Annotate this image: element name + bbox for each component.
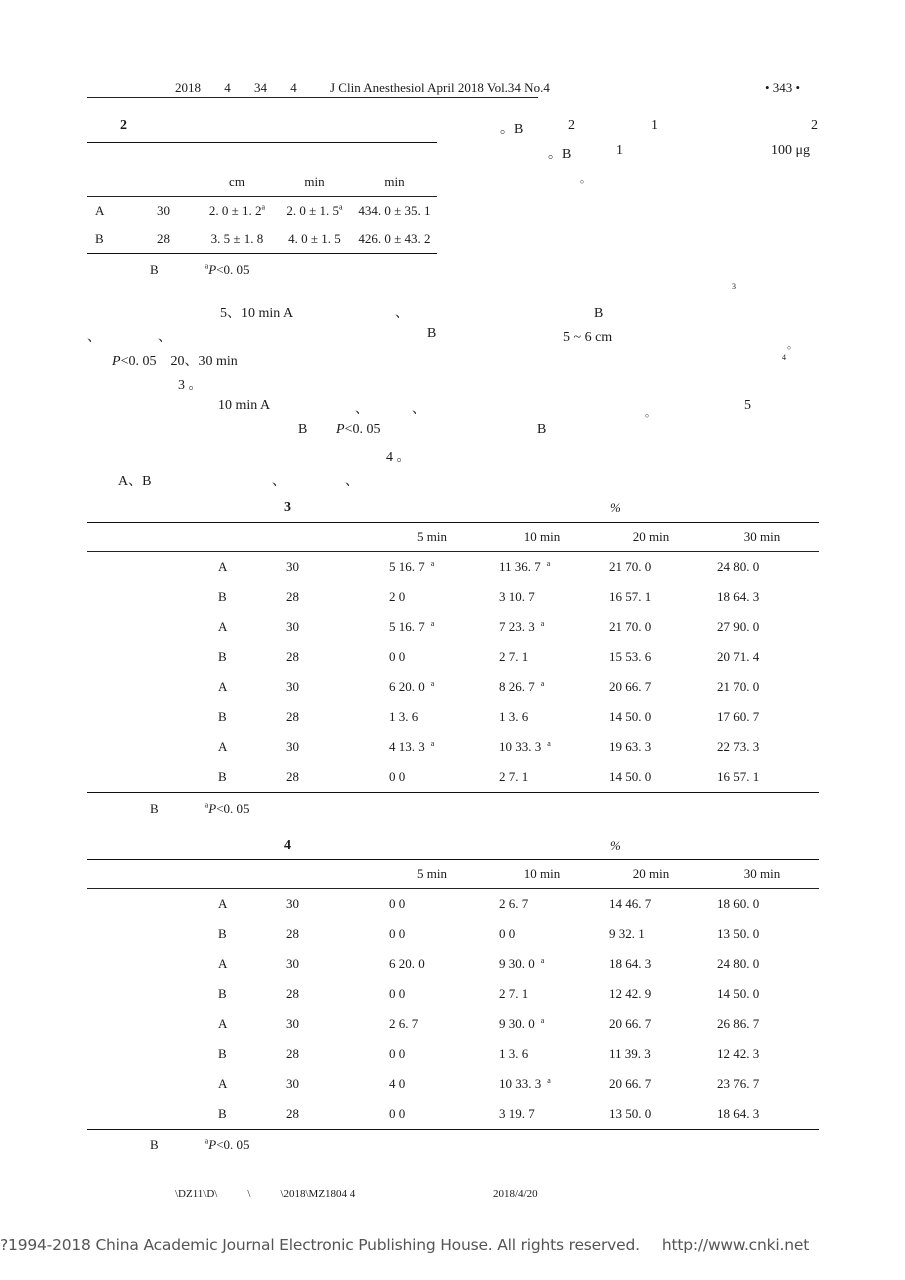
body-left-line5-c: 、 <box>412 402 426 417</box>
value-30min-cell: 22 73. 3 <box>717 739 760 754</box>
footer-copyright: ?1994-2018 China Academic Journal Electronic Publishing House. All rights reserved. http://www.cnki.net <box>0 1236 810 1254</box>
empty-cell <box>87 1009 207 1039</box>
empty-cell <box>87 612 207 642</box>
table-row <box>87 919 819 949</box>
table-row <box>87 612 819 642</box>
journal-issue-cn: 2018 4 34 4 <box>175 80 297 95</box>
body-right-line5: 5 ~ 6 cm <box>563 330 613 345</box>
body-left-line6-b: P<0. 05 <box>336 422 381 437</box>
table-row <box>87 642 819 672</box>
empty-cell <box>87 1069 207 1099</box>
n-cell: 30 <box>286 1016 299 1031</box>
n-cell: 28 <box>286 589 299 604</box>
n-cell: 30 <box>286 619 299 634</box>
value-5min-cell: 0 0 <box>377 762 487 793</box>
table-row <box>87 552 819 583</box>
body-right-line1-d: 2 <box>811 118 818 133</box>
value-5min-cell: 6 20. 0 $^a$ <box>389 678 435 694</box>
body-left-line5-a: 10 min A <box>218 398 271 413</box>
value-5min-cell: 5 16. 7 $^a$ <box>389 558 435 574</box>
table3-unit: % <box>610 500 621 515</box>
body-left-line8-c: 、 <box>345 474 359 489</box>
group-cell: A <box>218 956 228 971</box>
body-right-line3: 。 <box>580 173 591 185</box>
value-5min-cell: 2 6. 7 <box>389 1016 419 1031</box>
table2-header-min2: min <box>352 168 437 197</box>
body-left-line3: P<0. 05 20、30 min <box>112 354 238 369</box>
value-5min-cell: 1 3. 6 <box>389 709 419 724</box>
value-10min-cell: 1 3. 6 <box>499 709 529 724</box>
value-5min-cell: 4 0 <box>389 1076 406 1091</box>
value-10min-cell: 8 26. 7 $^a$ <box>499 678 545 694</box>
body-right-line1-a: 。B <box>500 122 524 137</box>
body-left-line8-a: A、B <box>118 474 152 489</box>
table-row <box>87 197 437 226</box>
table3 <box>87 522 819 793</box>
table-row <box>87 949 819 979</box>
value-cell: 4. 0 ± 1. 5 <box>277 225 352 254</box>
body-left-line2-b: 、 <box>158 330 172 345</box>
value-30min-cell: 26 86. 7 <box>717 1016 760 1031</box>
group-cell: B <box>218 926 227 941</box>
table3-header-30min: 30 min <box>705 523 819 552</box>
n-cell: 28 <box>286 1046 299 1061</box>
empty-cell <box>87 1099 207 1130</box>
body-right-line6-a: 。 <box>645 407 656 419</box>
value-5min-cell: 4 13. 3 $^a$ <box>389 738 435 754</box>
value-10min-cell: 3 19. 7 <box>487 1099 597 1130</box>
table-row <box>87 762 819 793</box>
value-20min-cell: 15 53. 6 <box>609 649 652 664</box>
empty-cell <box>87 1039 207 1069</box>
group-cell: A <box>218 679 228 694</box>
n-cell: 30 <box>286 559 299 574</box>
empty-cell <box>87 672 207 702</box>
body-left-line5-b: 、 <box>355 402 369 417</box>
body-right-line2-a: 。B <box>548 147 572 162</box>
body-left-line2-a: 、 <box>87 330 101 345</box>
value-cell: 2. 0 ± 1. 5$^a$ <box>286 202 343 218</box>
body-right-line1-b: 2 <box>568 118 575 133</box>
value-5min-cell: 0 0 <box>389 1046 406 1061</box>
body-left-line2-c: B <box>427 326 437 341</box>
table4-header-row <box>87 860 819 889</box>
value-20min-cell: 14 50. 0 <box>609 709 652 724</box>
table2-top-rule <box>87 142 437 143</box>
n-cell: 28 <box>286 649 299 664</box>
header-rule <box>87 97 538 98</box>
empty-cell <box>87 949 207 979</box>
group-cell: A <box>218 739 228 754</box>
body-left-line1: 5、10 min A <box>220 306 294 321</box>
journal-title-en: J Clin Anesthesiol April 2018 Vol.34 No.4 <box>330 80 550 95</box>
n-cell: 28 <box>157 225 197 254</box>
value-20min-cell: 14 50. 0 <box>597 762 705 793</box>
value-30min-cell: 18 64. 3 <box>705 1099 819 1130</box>
table2-header-min1: min <box>277 168 352 197</box>
body-right-line2-b: 1 <box>616 143 623 158</box>
table3-number: 3 <box>284 500 291 515</box>
group-cell: A <box>218 619 228 634</box>
table2-header-row <box>87 168 437 197</box>
table4-header-30min: 30 min <box>705 860 819 889</box>
cnki-link[interactable]: http://www.cnki.net <box>661 1236 810 1254</box>
group-cell: B <box>87 225 157 254</box>
table2-header-n <box>157 168 197 197</box>
group-cell: A <box>95 203 105 218</box>
group-cell: B <box>207 1099 282 1130</box>
table4-header-n <box>282 860 377 889</box>
value-20min-cell: 11 39. 3 <box>609 1046 651 1061</box>
table4-header-group <box>207 860 282 889</box>
body-right-line2-c: 100 μg <box>771 143 811 158</box>
value-20min-cell: 13 50. 0 <box>597 1099 705 1130</box>
value-cell: 434. 0 ± 35. 1 <box>358 203 431 218</box>
table-row <box>87 1039 819 1069</box>
value-5min-cell: 0 0 <box>389 986 406 1001</box>
value-5min-cell: 0 0 <box>377 1099 487 1130</box>
group-cell: B <box>218 589 227 604</box>
n-cell: 28 <box>286 709 299 724</box>
table2-header-cm: cm <box>197 168 277 197</box>
value-30min-cell: 12 42. 3 <box>717 1046 760 1061</box>
table2 <box>87 168 437 254</box>
value-20min-cell: 19 63. 3 <box>609 739 652 754</box>
value-10min-cell: 10 33. 3 $^a$ <box>499 738 551 754</box>
table4-unit: % <box>610 838 621 853</box>
value-30min-cell: 18 64. 3 <box>717 589 760 604</box>
table4-header-5min: 5 min <box>377 860 487 889</box>
n-cell: 28 <box>286 926 299 941</box>
value-20min-cell: 21 70. 0 <box>609 559 652 574</box>
n-cell: 28 <box>286 986 299 1001</box>
table3-note: B $^a$P<0. 05 <box>150 800 250 816</box>
page-number: • 343 • <box>765 80 801 95</box>
group-cell: A <box>218 1076 228 1091</box>
table4-header-20min: 20 min <box>597 860 705 889</box>
empty-cell <box>87 642 207 672</box>
table2-number: 2 <box>120 118 127 133</box>
body-right-line6-b: 5 <box>744 398 751 413</box>
table-row <box>87 1069 819 1099</box>
table3-header-10min: 10 min <box>487 523 597 552</box>
table3-header-empty <box>87 523 207 552</box>
empty-cell <box>87 919 207 949</box>
empty-cell <box>87 552 207 583</box>
group-cell: B <box>207 762 282 793</box>
table-row <box>87 1099 819 1130</box>
table-row <box>87 225 437 254</box>
group-cell: B <box>218 1046 227 1061</box>
value-30min-cell: 14 50. 0 <box>717 986 760 1001</box>
table-row <box>87 702 819 732</box>
value-20min-cell: 16 57. 1 <box>609 589 652 604</box>
value-30min-cell: 17 60. 7 <box>717 709 760 724</box>
value-10min-cell: 1 3. 6 <box>499 1046 529 1061</box>
table4-header-empty <box>87 860 207 889</box>
body-left-line6-a: B <box>298 422 308 437</box>
value-20min-cell: 20 66. 7 <box>609 1016 652 1031</box>
n-cell: 30 <box>286 896 299 911</box>
table3-header-n <box>282 523 377 552</box>
reference-4: 4 <box>782 353 786 362</box>
table-row <box>87 889 819 920</box>
table2-header-group <box>87 168 157 197</box>
value-20min-cell: 20 66. 7 <box>609 679 652 694</box>
table-row <box>87 672 819 702</box>
table3-header-5min: 5 min <box>377 523 487 552</box>
footer-file-path: \DZ11\D\ \ \2018\MZ1804 4 <box>175 1188 356 1200</box>
empty-cell <box>87 979 207 1009</box>
n-cell: 30 <box>286 956 299 971</box>
value-20min-cell: 14 46. 7 <box>609 896 652 911</box>
value-10min-cell: 2 7. 1 <box>499 649 529 664</box>
n-cell: 30 <box>286 739 299 754</box>
value-10min-cell: 7 23. 3 $^a$ <box>499 618 545 634</box>
value-cell: 426. 0 ± 43. 2 <box>352 225 437 254</box>
value-20min-cell: 12 42. 9 <box>609 986 652 1001</box>
n-cell: 30 <box>286 1076 299 1091</box>
value-10min-cell: 10 33. 3 $^a$ <box>499 1075 551 1091</box>
empty-cell <box>87 702 207 732</box>
value-30min-cell: 27 90. 0 <box>717 619 760 634</box>
value-30min-cell: 24 80. 0 <box>717 559 760 574</box>
footer-date: 2018/4/20 <box>493 1188 538 1200</box>
value-20min-cell: 9 32. 1 <box>609 926 645 941</box>
value-30min-cell: 16 57. 1 <box>705 762 819 793</box>
table3-header-group <box>207 523 282 552</box>
body-left-line8-b: 、 <box>272 474 286 489</box>
value-5min-cell: 0 0 <box>389 896 406 911</box>
body-right-line7: B <box>537 422 547 437</box>
reference-3: 3 <box>732 282 736 291</box>
table4-number: 4 <box>284 838 291 853</box>
table4 <box>87 859 819 1130</box>
value-30min-cell: 24 80. 0 <box>717 956 760 971</box>
empty-cell <box>87 889 207 920</box>
value-5min-cell: 0 0 <box>389 649 406 664</box>
group-cell: B <box>218 709 227 724</box>
value-30min-cell: 18 60. 0 <box>717 896 760 911</box>
n-cell: 28 <box>282 762 377 793</box>
value-10min-cell: 3 10. 7 <box>499 589 535 604</box>
value-20min-cell: 18 64. 3 <box>609 956 652 971</box>
value-30min-cell: 13 50. 0 <box>717 926 760 941</box>
value-10min-cell: 11 36. 7 $^a$ <box>499 558 551 574</box>
value-cell: 2. 0 ± 1. 2$^a$ <box>208 202 266 218</box>
empty-cell <box>87 762 207 793</box>
value-30min-cell: 21 70. 0 <box>717 679 760 694</box>
value-10min-cell: 0 0 <box>499 926 516 941</box>
table-row <box>87 582 819 612</box>
value-10min-cell: 9 30. 0 $^a$ <box>499 1015 545 1031</box>
group-cell: A <box>218 559 228 574</box>
body-left-line7: 4 。 <box>386 450 411 465</box>
value-5min-cell: 2 0 <box>389 589 406 604</box>
value-30min-cell: 23 76. 7 <box>717 1076 760 1091</box>
value-20min-cell: 21 70. 0 <box>609 619 652 634</box>
value-30min-cell: 20 71. 4 <box>717 649 760 664</box>
n-cell: 30 <box>286 679 299 694</box>
body-left-line1-mark: 、 <box>395 306 409 321</box>
table-row <box>87 979 819 1009</box>
value-5min-cell: 0 0 <box>389 926 406 941</box>
table3-header-20min: 20 min <box>597 523 705 552</box>
table3-header-row <box>87 523 819 552</box>
value-20min-cell: 20 66. 7 <box>609 1076 652 1091</box>
value-5min-cell: 5 16. 7 $^a$ <box>389 618 435 634</box>
table2-note: B $^a$P<0. 05 <box>150 261 250 277</box>
body-right-line4: B <box>594 306 604 321</box>
body-left-line4: 3 。 <box>178 378 203 393</box>
group-cell: A <box>218 896 228 911</box>
body-right-line1-c: 1 <box>651 118 658 133</box>
value-10min-cell: 2 6. 7 <box>499 896 529 911</box>
group-cell: B <box>218 649 227 664</box>
body-right-line5-mark: 。 <box>787 339 798 351</box>
value-5min-cell: 6 20. 0 <box>389 956 425 971</box>
table4-note: B $^a$P<0. 05 <box>150 1136 250 1152</box>
table-row <box>87 732 819 762</box>
empty-cell <box>87 732 207 762</box>
value-10min-cell: 2 7. 1 <box>487 762 597 793</box>
value-10min-cell: 9 30. 0 $^a$ <box>499 955 545 971</box>
table-row <box>87 1009 819 1039</box>
n-cell: 28 <box>282 1099 377 1130</box>
value-cell: 3. 5 ± 1. 8 <box>197 225 277 254</box>
group-cell: A <box>218 1016 228 1031</box>
n-cell: 30 <box>157 203 170 218</box>
value-10min-cell: 2 7. 1 <box>499 986 529 1001</box>
group-cell: B <box>218 986 227 1001</box>
table4-header-10min: 10 min <box>487 860 597 889</box>
empty-cell <box>87 582 207 612</box>
